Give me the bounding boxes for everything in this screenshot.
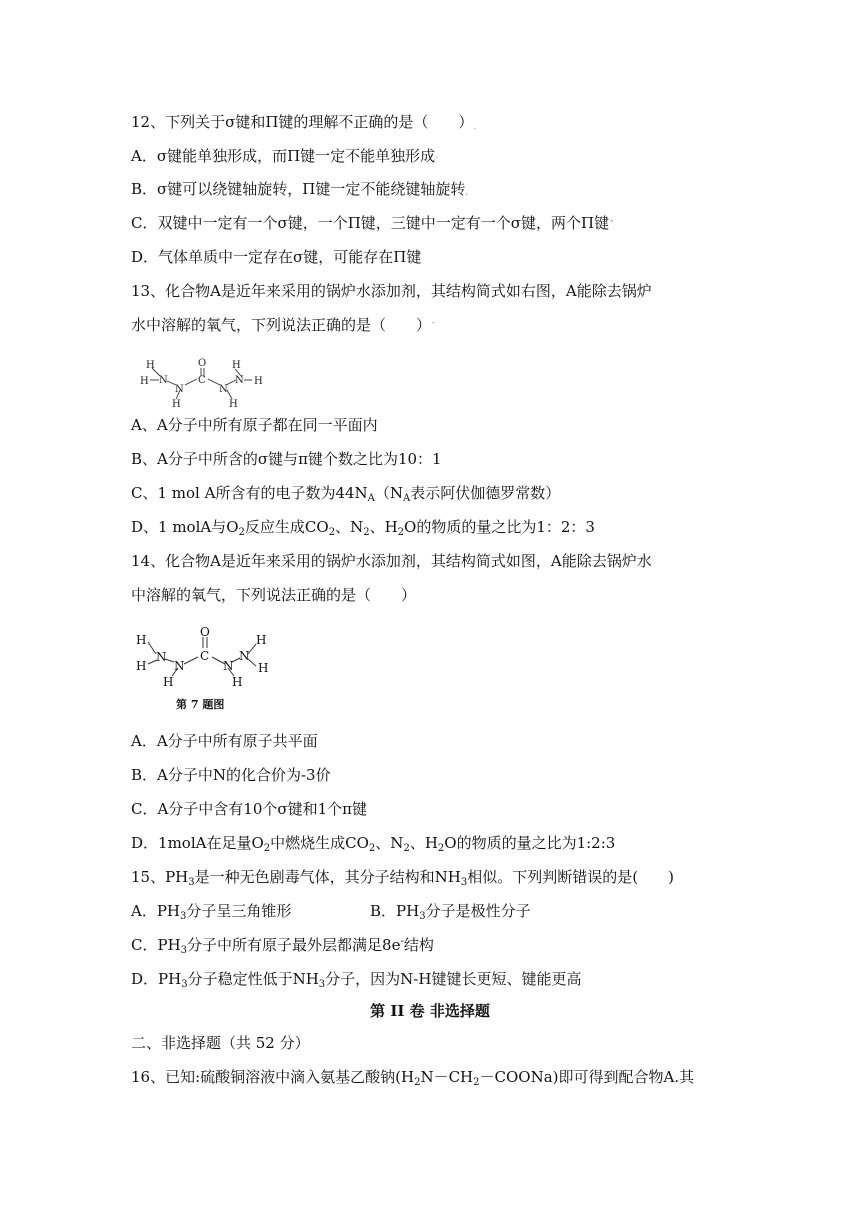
- atom-h: H: [256, 633, 267, 647]
- q14-option-b: B．A分子中N的化合价为-3价: [131, 766, 331, 784]
- atom-c: C: [198, 375, 206, 386]
- q12-option-a: A．σ键能单独形成，而Π键一定不能单独形成ˑ: [131, 147, 439, 165]
- atom-n: N: [235, 375, 244, 386]
- q14-option-a: A．A分子中所有原子共平面: [131, 732, 318, 750]
- q15-option-b: B．$PH_3$分子是极性分子: [370, 902, 531, 922]
- atom-h: H: [136, 659, 147, 673]
- atom-h: H: [163, 675, 174, 689]
- q12-stem: 12、下列关于σ键和Π键的理解不正确的是（ ）ˎ: [131, 113, 477, 131]
- q14-option-c: C．A分子中含有10个σ键和1个π键: [131, 800, 368, 818]
- q15-option-a: A．$PH_3$分子呈三角锥形: [131, 902, 292, 922]
- q13-structure-figure: [138, 350, 270, 408]
- q13-stem-line2: 水中溶解的氧气，下列说法正确的是（ ）ˉ: [131, 316, 437, 334]
- atom-o: O: [200, 625, 210, 639]
- atom-h: H: [232, 360, 241, 371]
- atom-h: H: [172, 399, 181, 408]
- atom-n: N: [219, 384, 228, 395]
- q12-option-c: C．双键中一定有一个σ键，一个Π键，三键中一定有一个σ键，两个Π键˄: [131, 214, 615, 232]
- atom-h: H: [254, 376, 263, 387]
- q13-option-b: B、A分子中所含的σ键与π键个数之比为10：1: [131, 450, 442, 468]
- atom-h: H: [232, 675, 243, 689]
- q12-option-b: B．σ键可以绕键轴旋转，Π键一定不能绕键轴旋转ˌ: [131, 180, 469, 198]
- q15-stem: 15、$PH_3$是一种无色剧毒气体，其分子结构和$NH_3$相似。下列判断错误的是( ): [131, 868, 674, 888]
- q13-stem-line1: 13、化合物A是近年来采用的锅炉水添加剂，其结构简式如右图，A能除去锅炉: [131, 282, 652, 300]
- atom-h: H: [140, 376, 149, 387]
- section-part-heading: 二、非选择题（共 52 分）: [131, 1034, 310, 1052]
- atom-n: N: [159, 375, 168, 386]
- q14-option-d: D．1molA在足量$O_2$中燃烧生成$CO_2$、$N_2$、$H_2O$的物质的量之比为1:2:3: [131, 834, 616, 854]
- q14-structure-figure: [132, 624, 282, 714]
- atom-n: N: [156, 650, 167, 664]
- q12-option-d: D．气体单质中一定存在σ键，可能存在Π键: [131, 248, 422, 266]
- atom-h: H: [229, 399, 238, 408]
- atom-c: C: [200, 649, 210, 663]
- atom-n: N: [239, 649, 250, 663]
- q13-option-d: D、1 molA与$O_2$反应生成$CO_2$、$N_2$、$H_2O$的物质的量之比为1：2：3: [131, 518, 595, 538]
- atom-h: H: [136, 633, 147, 647]
- q15-option-d: D．$PH_3$分子稳定性低于$NH_3$分子，因为N-H键键长更短、键能更高: [131, 970, 582, 990]
- q13-option-c: C、1 mol A所含有的电子数为$44N_A(N_A$表示阿伏伽德罗常数）: [131, 484, 561, 504]
- q15-option-c: C．$PH_3$分子中所有原子最外层都满足8e-结构: [131, 936, 434, 956]
- atom-h: H: [146, 360, 155, 371]
- q13-option-a: A、A分子中所有原子都在同一平面内: [131, 416, 378, 434]
- atom-h: H: [258, 661, 269, 675]
- q16-stem: 16、已知:硫酸铜溶液中滴入氨基乙酸钠$(H_2N-CH_2-COONa)$即可得到配合物A.其: [131, 1068, 695, 1088]
- atom-n: N: [223, 659, 234, 673]
- q14-stem-line1: 14、化合物A是近年来采用的锅炉水添加剂，其结构简式如图，A能除去锅炉水: [131, 552, 652, 570]
- q14-stem-line2: 中溶解的氧气，下列说法正确的是（ ）: [131, 586, 417, 604]
- figure-caption: 第 7 题图: [176, 698, 225, 711]
- section-title: 第 II 卷 非选择题: [370, 1002, 490, 1020]
- atom-n: N: [175, 384, 184, 395]
- atom-n: N: [174, 659, 185, 673]
- atom-o: O: [198, 358, 207, 369]
